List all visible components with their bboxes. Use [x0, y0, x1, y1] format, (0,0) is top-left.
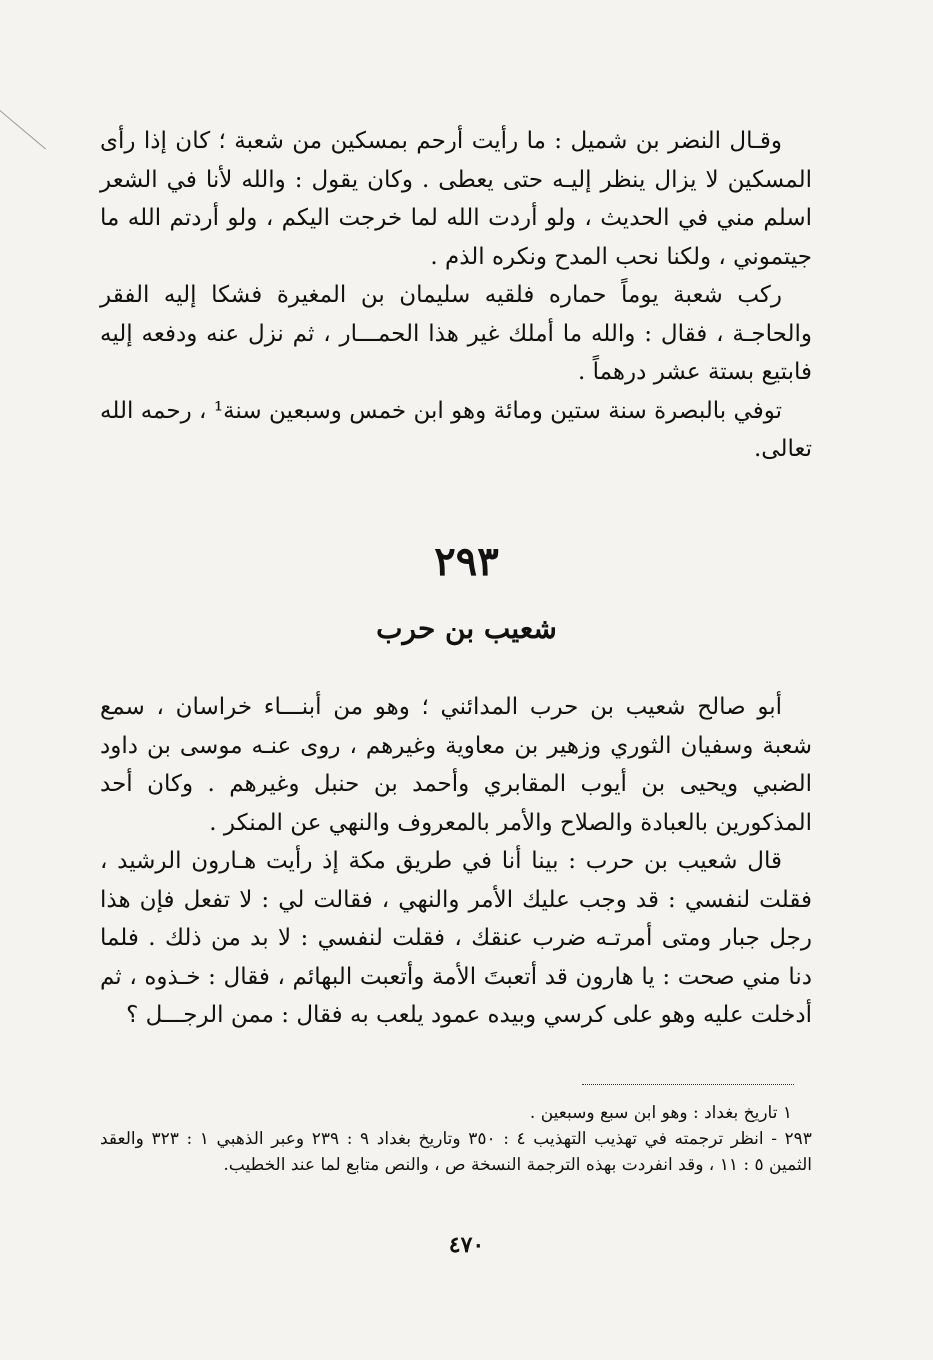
entry-title: شعيب بن حرب	[376, 612, 557, 645]
footnote-1: ١ تاريخ بغداد : وهو ابن سبع وسبعين .	[529, 1103, 792, 1123]
paragraph-death-note: توفي بالبصرة سنة ستين ومائة وهو ابن خمس وسبعين سنة¹ ، رحمه الله تعالى.	[100, 397, 812, 462]
scan-artifact-line	[0, 110, 46, 149]
paragraph-biography: أبو صالح شعيب بن حرب المدائني ؛ وهو من أبنـــاء خراسان ، سمع شعبة وسفيان الثوري وزهير بن معاوية وغيرهم ، روى عنـه موسى بن داود الضبي ويحيى بن أيوب المقابري وأحمد بن حنبل وغيرهم . وكان أحد المذكورين بالعبادة والصلاح والأمر بالمعروف والنهي عن المنكر .	[100, 694, 812, 836]
entry-number: ٢٩٣	[434, 538, 499, 585]
footnotes	[100, 1100, 812, 1178]
paragraph-nadr-quote: وقـال النضر بن شميل : ما رأيت أرحم بمسكين من شعبة ؛ كان إذا رأى المسكين لا يزال ينظر إليـه حتى يعطى . وكان يقول : والله لأنا في الشعر اسلم مني في الحديث ، ولو أردت الله لما خرجت اليكم ، ولو أردتم الله ما جيتموني ، ولكنا نحب المدح ونكره الذم .	[100, 128, 812, 270]
footnote-293: ٢٩٣ - انظر ترجمته في تهذيب التهذيب ٤ : ٣٥٠ وتاريخ بغداد ٩ : ٢٣٩ وعبر الذهبي ١ : ٣٢٣ والعقد الثمين ٥ : ١١ ، وقد انفردت بهذه الترجمة النسخة ص ، والنص متابع لما عند الخطيب.	[100, 1129, 812, 1175]
previous-entry-text	[100, 122, 812, 469]
entry-body-text	[100, 688, 812, 1035]
page-number: ٤٧٠	[448, 1232, 485, 1258]
paragraph-harun-story: قال شعيب بن حرب : بينا أنا في طريق مكة إذ رأيت هـارون الرشيد ، فقلت لنفسي : قد وجب عليك الأمر والنهي ، فقالت لي : لا تفعل فإن هذا رجل جبار ومتى أمرتـه ضرب عنقك ، فقلت لنفسي : لا بد من ذلك . فلما دنا مني صحت : يا هارون قد أتعبتَ الأمة وأتعبت البهائم ، فقال : خـذوه ، ثم أدخلت عليه وهو على كرسي وبيده عمود يلعب به فقال : ممن الرجـــل ؟	[100, 848, 812, 1028]
paragraph-donkey-story: ركب شعبة يوماً حماره فلقيه سليمان بن المغيرة فشكا إليه الفقر والحاجـة ، فقال : والله ما أملك غير هذا الحمـــار ، ثم نزل عنه ودفعه إليه فابتيع بستة عشر درهماً .	[100, 282, 812, 385]
footnote-divider	[582, 1084, 794, 1085]
